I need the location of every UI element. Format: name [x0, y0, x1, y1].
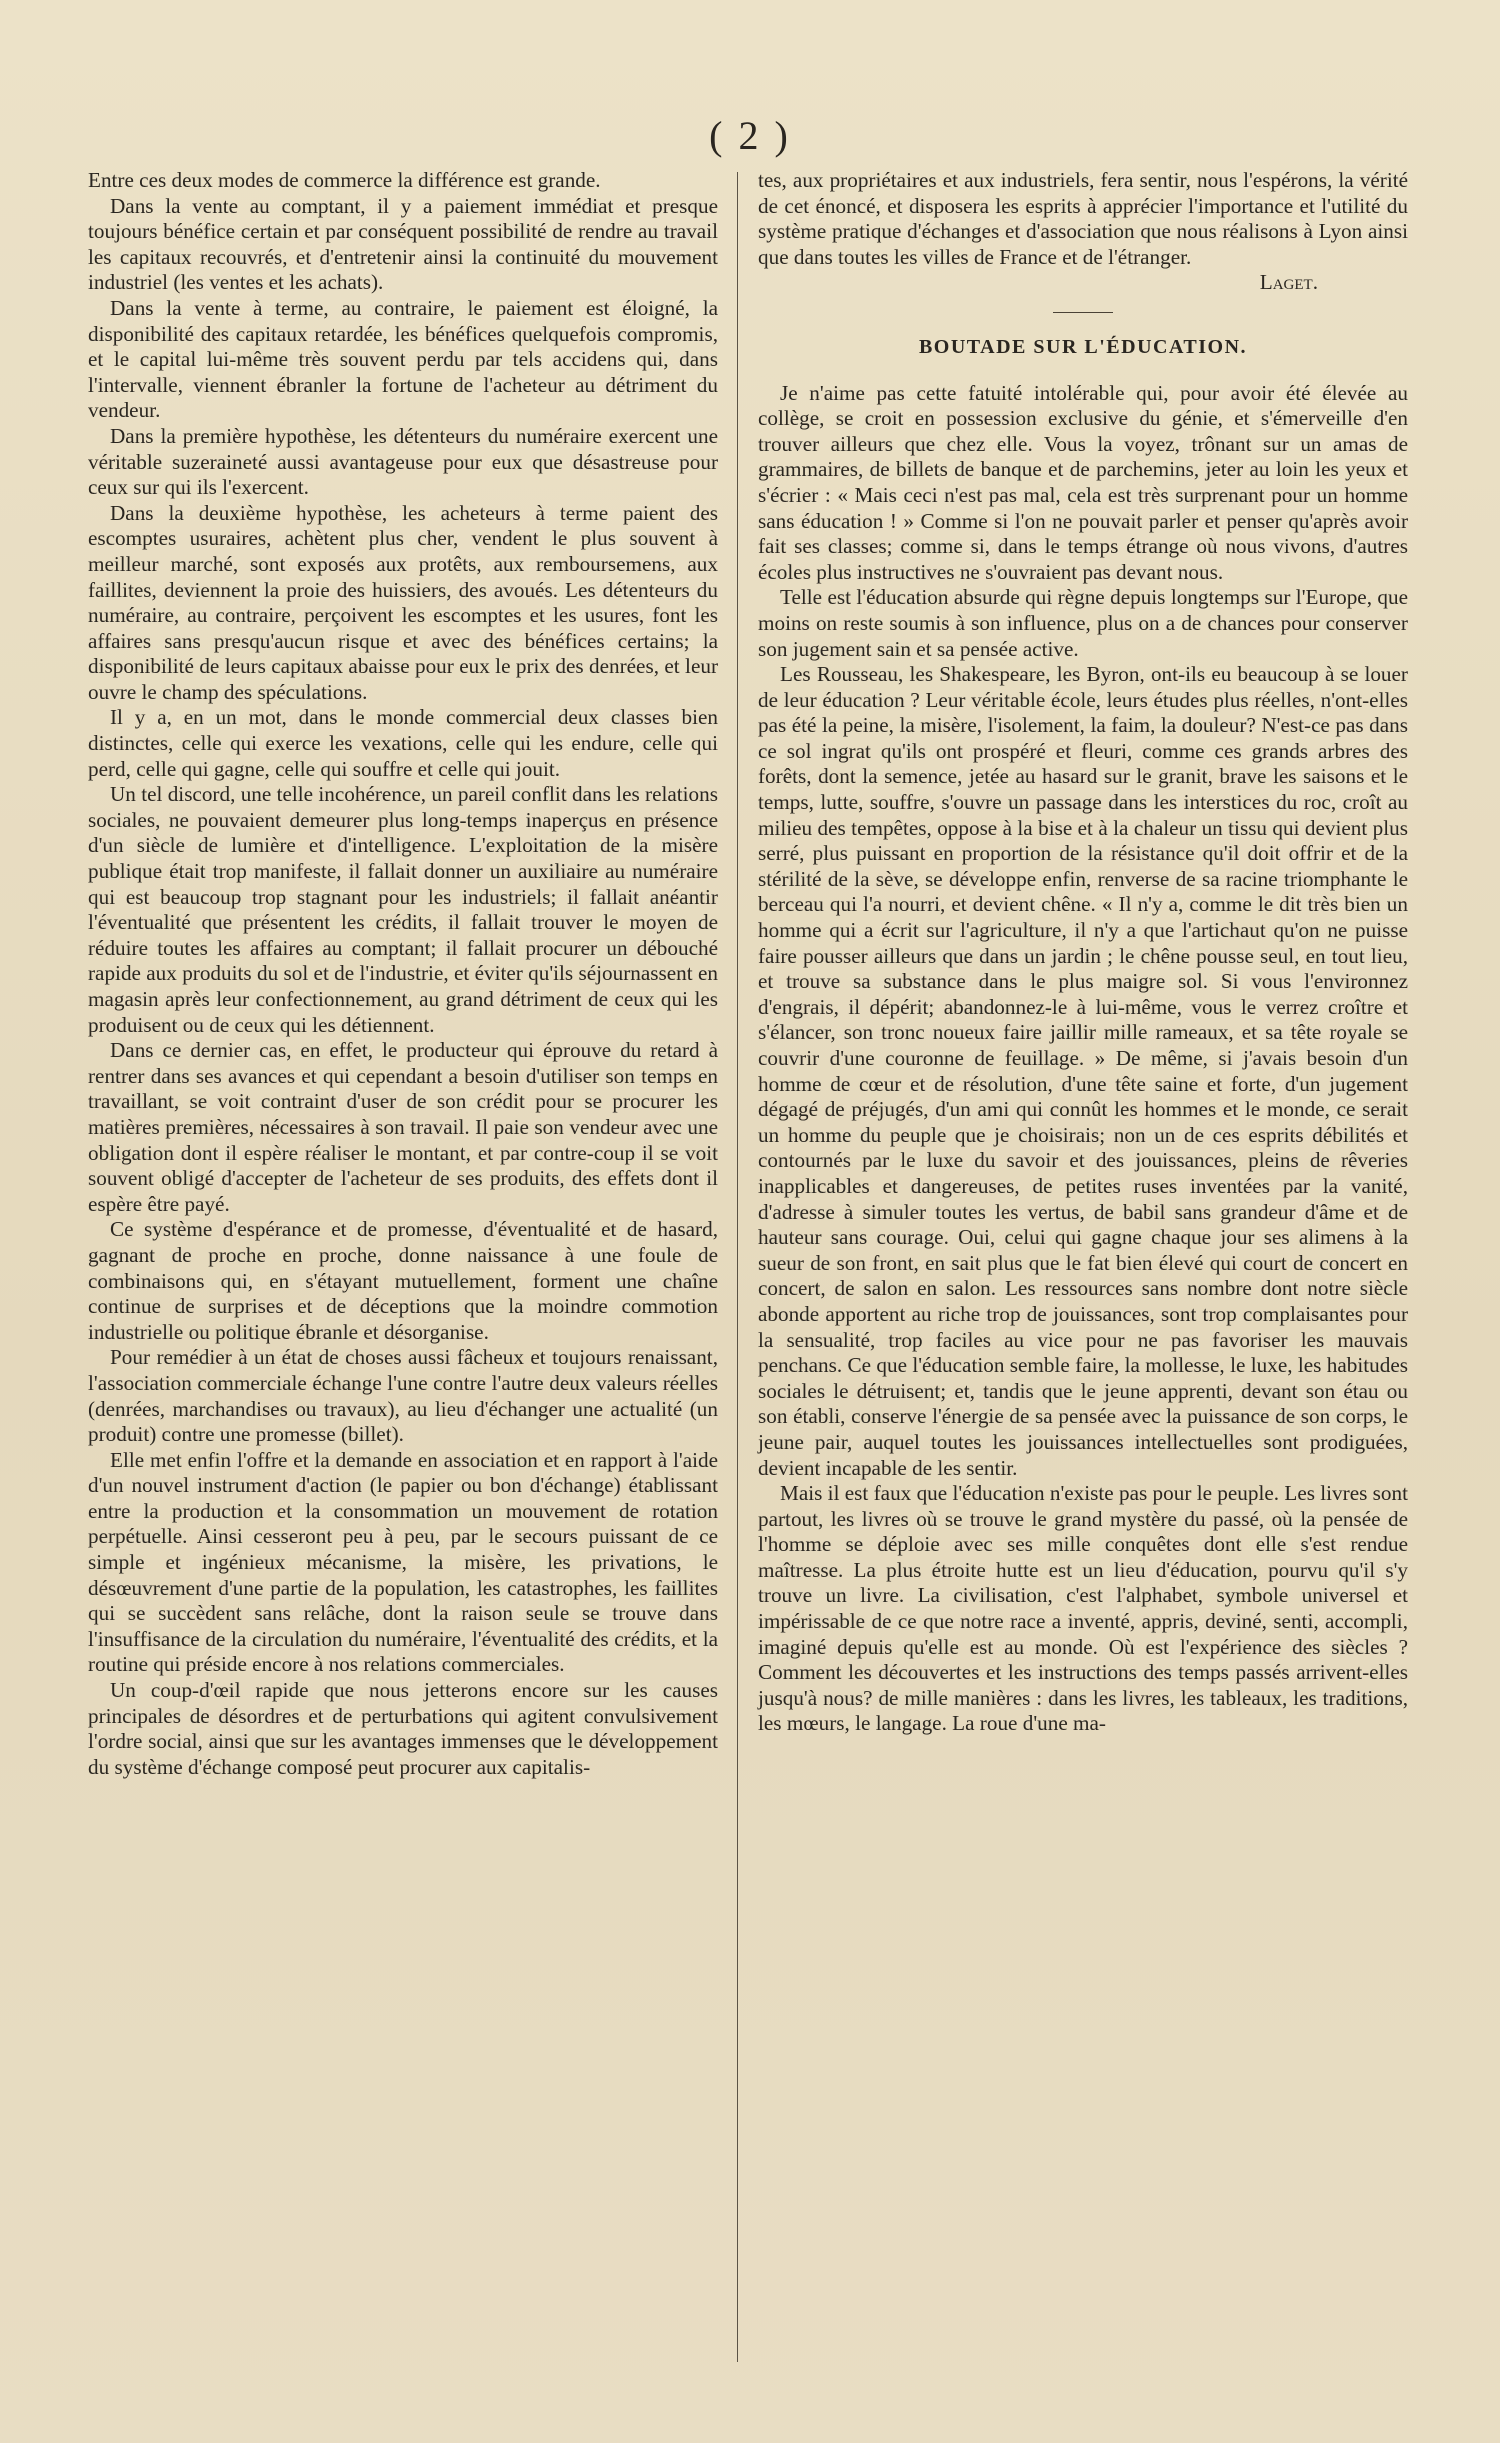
paragraph: Pour remédier à un état de choses aussi fâcheux et toujours renaissant, l'association commerciale échange l'une contre l'autre deux valeurs réelles (denrées, marchandises ou travaux), au lieu d'échanger une actualité (un produit) contre une promesse (billet). — [88, 1345, 718, 1447]
paragraph: Ce système d'espérance et de promesse, d'éventualité et de hasard, gagnant de proche en proche, donne naissance à une foule de combinaisons qui, en s'étayant mutuellement, forment une chaîne continue de surprises et de déceptions que la moindre commotion industrielle ou politique ébranle et désorganise. — [88, 1217, 718, 1344]
paragraph: Dans la deuxième hypothèse, les acheteurs à terme paient des escomptes usuraires, achètent plus cher, vendent le plus souvent à meilleur marché, sont exposés aux protêts, aux remboursemens, aux faillites, deviennent la proie des huissiers, des avoués. Les détenteurs du numéraire, au contraire, perçoivent les escomptes et les usures, font les affaires sans presqu'aucun risque et avec des bénéfices certains; la disponibilité de leurs capitaux abaisse pour eux le prix des denrées, et leur ouvre le champ des spéculations. — [88, 500, 718, 704]
paragraph: Les Rousseau, les Shakespeare, les Byron, ont-ils eu beaucoup à se louer de leur éducation ? Leur véritable école, leurs études plus réelles, n'ont-elles pas été la peine, la misère, l'isolement, la faim, la douleur? N'est-ce pas dans ce sol ingrat qu'ils ont prospéré et fleuri, comme ces grands arbres des forêts, dont la semence, jetée au hasard sur le granit, brave les saisons et le temps, lutte, souffre, s'ouvre un passage dans les interstices du roc, croît au milieu des tempêtes, oppose à la bise et à la chaleur un tissu qui devient plus serré, plus puissant en proportion de la résistance qu'il doit offrir et de la stérilité de la sève, se développe enfin, renverse de sa racine triomphante le berceau qui l'a nourri, et devient chêne. « Il n'y a, comme le dit très bien un homme qui a écrit sur l'agriculture, il n'y a que l'artichaut qu'on ne puisse faire pousser ailleurs que dans un jardin ; le chêne pousse seul, en tout lieu, et trouve sa substance dans le plus maigre sol. Si vous l'environnez d'engrais, il dépérit; abandonnez-le à lui-même, vous le verrez croître et s'élancer, son tronc noueux faire jaillir mille rameaux, et sa tête royale se couvrir d'une couronne de feuillage. » De même, si j'avais besoin d'un homme de cœur et de résolution, d'une tête saine et forte, d'un jugement dégagé de préjugés, d'un ami qui connût les hommes et le monde, ce serait un homme du peuple que je choisirais; non un de ces esprits débilités et contournés par le luxe du savoir et des jouissances, pleins de rêveries inapplicables et dangereuses, de petites ruses inventées par la vanité, d'adresse à simuler toutes les vertus, de babil sans grandeur d'âme et de hauteur sans courage. Oui, celui qui gagne chaque jour ses alimens à la sueur de son front, en sait plus que le fat bien élevé qui court de concert en concert, de salon en salon. Les ressources sans nombre dont notre siècle abonde apportent au riche trop de jouissances, sont trop complaisantes pour la sensualité, trop faciles au vice pour ne pas favoriser les mauvais penchans. Ce que l'éducation semble faire, la mollesse, le luxe, les habitudes sociales le détruisent; et, tandis que le jeune apprenti, devant son étau ou son établi, conserve l'énergie de sa pensée avec la puissance de son corps, le jeune pair, auquel toutes les jouissances intellectuelles sont prodiguées, devient incapable de les sentir. — [758, 662, 1408, 1480]
column-divider — [737, 172, 738, 2362]
paragraph: Elle met enfin l'offre et la demande en association et en rapport à l'aide d'un nouvel instrument d'action (le papier ou bon d'échange) établissant entre la production et la consommation un mouvement de rotation perpétuelle. Ainsi cesseront peu à peu, par le secours puissant de ce simple et ingénieux mécanisme, la misère, les privations, le désœuvrement d'une partie de la population, les catastrophes, les faillites qui se succèdent sans relâche, dont la raison seule se trouve dans l'insuffisance de la circulation du numéraire, l'éventualité des crédits, et la routine qui préside encore à nos relations commerciales. — [88, 1447, 718, 1677]
section-title: BOUTADE SUR L'ÉDUCATION. — [918, 335, 1248, 358]
paragraph: Un tel discord, une telle incohérence, un pareil conflit dans les relations sociales, ne pouvaient demeurer plus long-temps inaperçus en présence d'un siècle de lumière et d'intelligence. L'exploitation de la misère publique était trop manifeste, il fallait donner un auxiliaire au numéraire qui est beaucoup trop stagnant pour les industriels; il fallait anéantir l'éventualité que présentent les crédits, il fallait trouver le moyen de réduire toutes les affaires au comptant; il fallait procurer un débouché rapide aux produits du sol et de l'industrie, et éviter qu'ils séjournassent en magasin après leur confectionnement, au grand détriment de ceux qui les produisent ou de ceux qui les détiennent. — [88, 782, 718, 1037]
paragraph: Telle est l'éducation absurde qui règne depuis longtemps sur l'Europe, que moins on reste soumis à son influence, plus on a de chances pour conserver son jugement sain et sa pensée active. — [758, 585, 1408, 661]
paragraph: Il y a, en un mot, dans le monde commercial deux classes bien distinctes, celle qui exerce les vexations, celle qui les endure, celle qui perd, celle qui gagne, celle qui souffre et celle qui jouit. — [88, 705, 718, 781]
paragraph: Dans ce dernier cas, en effet, le producteur qui éprouve du retard à rentrer dans ses avances et qui cependant a besoin d'utiliser son temps en travaillant, se voit contraint d'user de son crédit pour se procurer les matières premières, nécessaires à son travail. Il paie son vendeur avec une obligation dont il espère réaliser le montant, et par contre-coup il se voit souvent obligé d'accepter de l'acheteur de ses produits, des effets dont il espère être payé. — [88, 1038, 718, 1216]
right-column — [758, 168, 1408, 1737]
article-signature: Laget. — [1259, 270, 1318, 295]
left-column — [88, 168, 718, 1780]
paragraph-continuation: tes, aux propriétaires et aux industriels, fera sentir, nous l'espérons, la vérité de cet énoncé, et disposera les esprits à apprécier l'importance et l'utilité du système pratique d'échanges et d'association que nous réalisons à Lyon ainsi que dans toutes les villes de France et de l'étranger. — [758, 168, 1408, 269]
paragraph: Dans la vente au comptant, il y a paiement immédiat et presque toujours bénéfice certain et par conséquent possibilité de rendre au travail les capitaux recouvrés, et d'entretenir ainsi la continuité du mouvement industriel (les ventes et les achats). — [88, 193, 718, 295]
paragraph: Mais il est faux que l'éducation n'existe pas pour le peuple. Les livres sont partout, les livres où se trouve le grand mystère du passé, où la pensée de l'homme se déploie avec ses mille conquêtes dont elle s'est rendue maîtresse. La plus étroite hutte est un lieu d'éducation, pourvu qu'il s'y trouve un livre. La civilisation, c'est l'alphabet, symbole universel et impérissable de ce que notre race a inventé, appris, deviné, senti, accompli, imaginé depuis qu'elle est au monde. Où est l'expérience des siècles ? Comment les découvertes et les instructions des temps passés arrivent-elles jusqu'à nous? de mille manières : dans les livres, les tableaux, les traditions, les mœurs, le langage. La roue d'une ma- — [758, 1481, 1408, 1736]
paragraph: Un coup-d'œil rapide que nous jetterons encore sur les causes principales de désordres et de perturbations qui agitent convulsivement l'ordre social, ainsi que sur les avantages immenses que le développement du système d'échange composé peut procurer aux capitalis- — [88, 1678, 718, 1779]
paragraph: Dans la vente à terme, au contraire, le paiement est éloigné, la disponibilité des capitaux retardée, les bénéfices quelquefois compromis, et le capital lui-même très souvent perdu par tels accidens qui, dans l'intervalle, viennent ébranler la fortune de l'acheteur au détriment du vendeur. — [88, 295, 718, 423]
paragraph: Je n'aime pas cette fatuité intolérable qui, pour avoir été élevée au collège, se croit en possession exclusive du génie, et s'émerveille d'en trouver ailleurs que chez elle. Vous la voyez, trônant sur un amas de grammaires, de billets de banque et de parchemins, jeter au loin les yeux et s'écrier : « Mais ceci n'est pas mal, cela est très surprenant pour un homme sans éducation ! » Comme si l'on ne pouvait parler et penser qu'après avoir fait ses classes; comme si, dans le temps étrange où nous vivons, d'autres écoles plus instructives ne s'ouvraient pas devant nous. — [758, 380, 1408, 584]
page-number: ( 2 ) — [709, 113, 791, 158]
paragraph: Entre ces deux modes de commerce la différence est grande. — [88, 168, 601, 192]
paragraph: Dans la première hypothèse, les détenteurs du numéraire exercent une véritable suzeraineté aussi avantageuse pour eux que désastreuse pour ceux sur qui ils l'exercent. — [88, 423, 718, 500]
section-separator — [1053, 312, 1113, 313]
